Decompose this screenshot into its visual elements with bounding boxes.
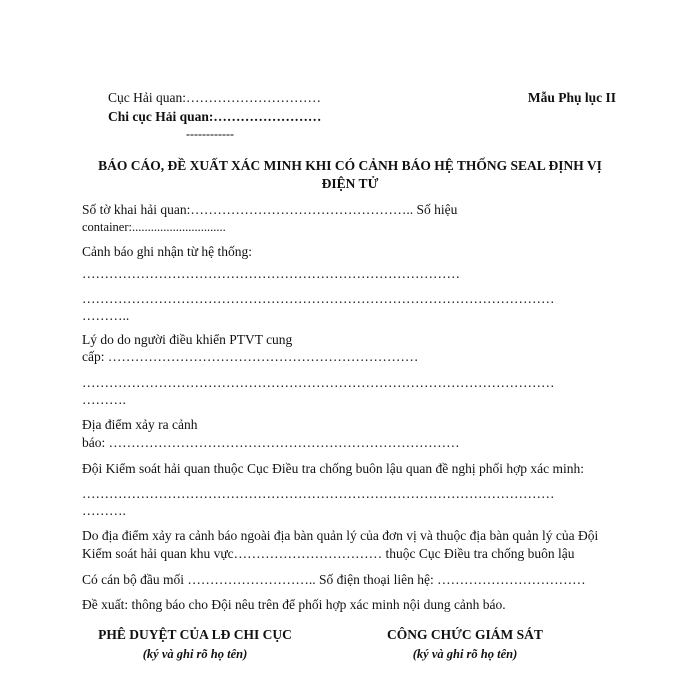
control-team-dots-2: ………. xyxy=(82,503,126,518)
control-team-label: Đội Kiểm soát hải quan thuộc Cục Điều tra chống buôn lậu quan đề nghị phối hợp xác minh: xyxy=(82,461,585,476)
supervisor-signature-note: (ký và ghi rõ họ tên) xyxy=(412,647,518,661)
document-title-line2: ĐIỆN TỬ xyxy=(321,176,379,191)
driver-reason-label: Lý do do người điều khiển PTVT cung xyxy=(82,332,293,347)
approval-signature-title: PHÊ DUYỆT CỦA LĐ CHI CỤC xyxy=(98,627,292,642)
alert-dots-line-2: …………………………………………………………………………………………… xyxy=(82,291,555,306)
document-title-line1: BÁO CÁO, ĐỀ XUẤT XÁC MINH KHI CÓ CẢNH BÁO HỆ THỐNG SEAL ĐỊNH VỊ xyxy=(98,158,602,173)
header-cuc-hai-quan: Cục Hải quan:………………………… xyxy=(108,90,321,105)
supervisor-signature-title: CÔNG CHỨC GIÁM SÁT xyxy=(387,627,543,642)
customs-declaration-field: Số tờ khai hải quan:………………………………………….. Số hiệu xyxy=(82,202,458,217)
form-label: Mẫu Phụ lục II xyxy=(527,90,616,105)
alert-dots-line-3: ……….. xyxy=(82,308,130,323)
alert-location-label: Địa điểm xảy ra cảnh xyxy=(82,417,198,432)
control-team-dots-1: …………………………………………………………………………………………… xyxy=(82,486,555,501)
container-field: container:.............................. xyxy=(82,220,226,234)
alert-dots-line-1: ………………………………………………………………………… xyxy=(82,266,460,281)
outside-area-line-1: Do địa điểm xảy ra cảnh báo ngoài địa bàn quản lý của đơn vị và thuộc địa bàn quản lý của Đội xyxy=(82,528,599,543)
driver-reason-dots-1: …………………………………………………………………………………………… xyxy=(82,375,555,390)
approval-signature-note: (ký và ghi rõ họ tên) xyxy=(142,647,248,661)
driver-reason-field: cấp: …………………………………………………………… xyxy=(82,349,419,364)
header-chi-cuc-hai-quan: Chi cục Hải quan:…………………… xyxy=(108,109,322,124)
alert-location-field: báo: …………………………………………………………………… xyxy=(82,435,460,450)
outside-area-line-2: Kiểm soát hải quan khu vực…………………………… thuộc Cục Điều tra chống buôn lậu xyxy=(82,546,575,561)
contact-officer-field: Có cán bộ đầu mối ……………………….. Số điện thoại liên hệ: …………………………… xyxy=(82,572,586,587)
proposal-text: Đề xuất: thông báo cho Đội nêu trên để phối hợp xác minh nội dung cảnh báo. xyxy=(82,597,506,612)
alert-label: Cảnh báo ghi nhận từ hệ thống: xyxy=(82,244,253,259)
driver-reason-dots-2: ………. xyxy=(82,392,126,407)
header-dashes: ------------ xyxy=(186,127,234,141)
